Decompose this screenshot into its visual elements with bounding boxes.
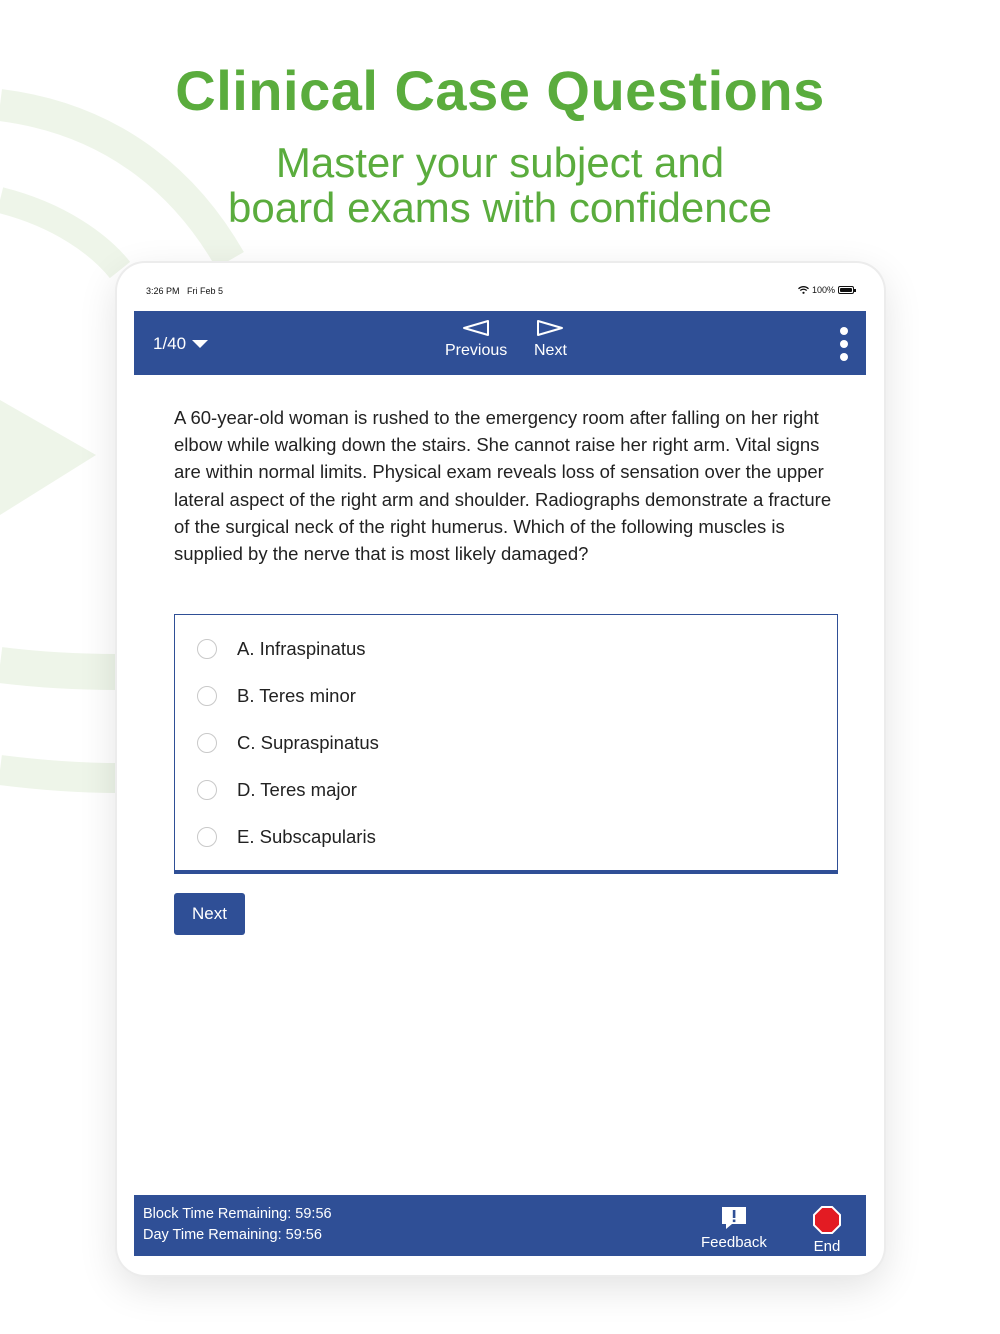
top-nav-bar	[134, 311, 866, 375]
status-date: Fri Feb 5	[187, 286, 224, 296]
promo-subtitle	[0, 140, 1000, 230]
answer-option-d[interactable]	[197, 775, 357, 805]
promo-title: Clinical Case Questions	[175, 59, 825, 122]
wifi-icon	[798, 286, 809, 294]
promo-subtitle-line-1: Master your subject and	[275, 139, 725, 186]
radio-button-e[interactable]	[197, 827, 217, 847]
block-time-remaining: Block Time Remaining: 59:56	[143, 1206, 332, 1222]
answer-choices	[174, 614, 838, 874]
answer-label-d: D. Teres major	[237, 779, 357, 800]
radio-button-a[interactable]	[197, 639, 217, 659]
triangle-right-icon	[536, 319, 564, 337]
answer-option-c[interactable]	[197, 728, 379, 758]
tablet-frame	[117, 263, 884, 1275]
feedback-label: Feedback	[701, 1234, 767, 1251]
battery-icon	[838, 286, 854, 294]
next-nav-button[interactable]	[534, 319, 567, 360]
status-bar	[134, 280, 866, 311]
question-counter: 1/40	[153, 334, 187, 353]
answer-option-b[interactable]	[197, 681, 356, 711]
previous-button[interactable]	[445, 319, 507, 360]
radio-button-b[interactable]	[197, 686, 217, 706]
answer-label-a: A. Infraspinatus	[237, 638, 366, 659]
triangle-left-icon	[462, 319, 490, 337]
promo-subtitle-line-2: board exams with confidence	[228, 184, 772, 231]
feedback-button[interactable]	[701, 1205, 767, 1251]
caret-down-icon	[192, 340, 208, 348]
answer-label-e: E. Subscapularis	[237, 826, 376, 847]
question-text: A 60-year-old woman is rushed to the emergency room after falling on her right elbow while walking down the stairs. She cannot raise her right arm. Vital signs are within normal limits. Physical exam reveals loss of sensation over the upper lateral aspect of the right arm and shoulder. Radiographs demonstrate a fracture of the surgical neck of the right humerus. Which of the following muscles is supplied by the nerve that is most likely damaged?	[174, 407, 832, 565]
status-right	[798, 285, 854, 295]
answer-label-c: C. Supraspinatus	[237, 732, 379, 753]
status-time	[146, 286, 223, 296]
answer-label-b: B. Teres minor	[237, 685, 356, 706]
battery-percent: 100%	[811, 285, 835, 295]
day-time-remaining: Day Time Remaining: 59:56	[143, 1227, 322, 1243]
previous-label: Previous	[445, 342, 508, 359]
answer-option-e[interactable]	[197, 822, 376, 852]
radio-button-d[interactable]	[197, 780, 217, 800]
next-nav-label: Next	[534, 342, 567, 359]
feedback-icon	[720, 1205, 748, 1231]
app-screen	[134, 280, 866, 1256]
answer-option-a[interactable]	[197, 634, 366, 664]
end-label: End	[813, 1238, 841, 1255]
end-button[interactable]	[812, 1205, 842, 1255]
stop-sign-icon	[812, 1205, 842, 1235]
next-button[interactable]: Next	[174, 893, 245, 935]
more-options-icon[interactable]	[838, 327, 850, 361]
status-clock: 3:26 PM	[146, 286, 180, 296]
question-counter-dropdown[interactable]	[153, 334, 208, 354]
radio-button-c[interactable]	[197, 733, 217, 753]
bottom-bar	[134, 1195, 866, 1256]
